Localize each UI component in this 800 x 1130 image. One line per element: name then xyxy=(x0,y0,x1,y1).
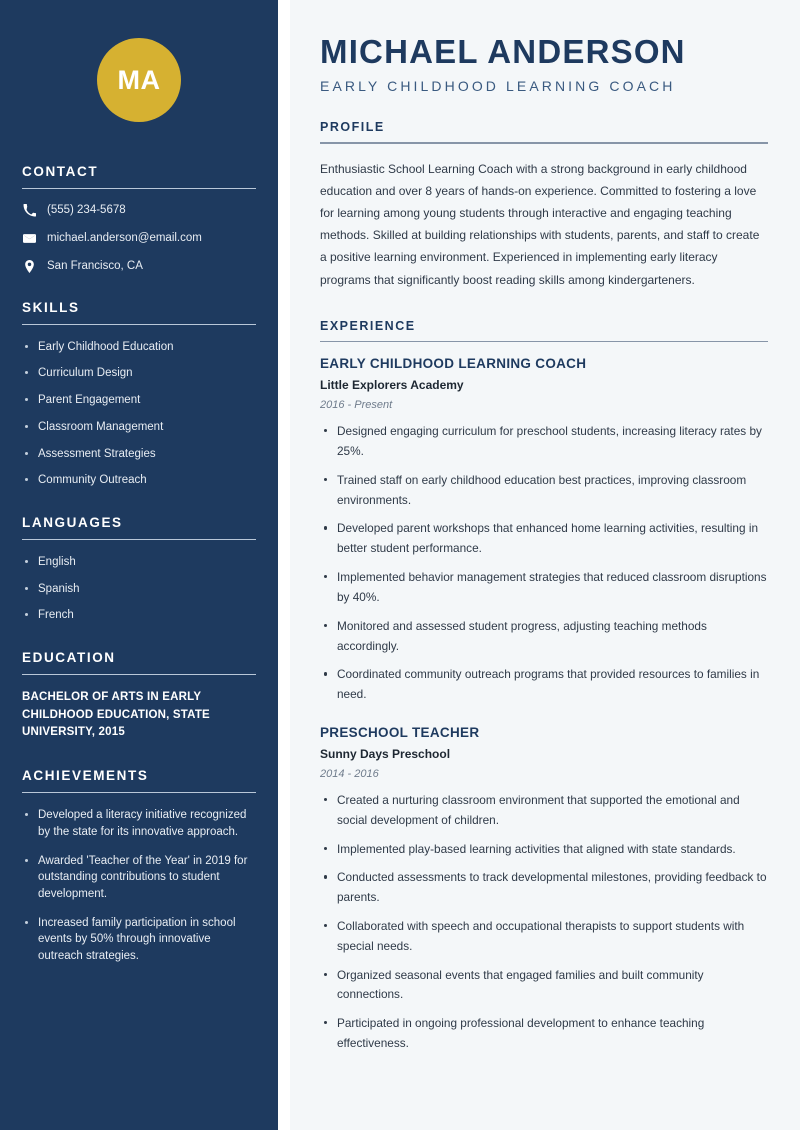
contact-item-phone[interactable] xyxy=(22,203,256,218)
location-pin-icon xyxy=(22,260,36,273)
skills-list xyxy=(22,339,256,489)
profile-divider xyxy=(320,142,768,143)
list-item: Developed parent workshops that enhanced home learning activities, resulting in better student performance. xyxy=(320,519,768,559)
list-item: Organized seasonal events that engaged families and built community connections. xyxy=(320,966,768,1006)
experience-dates: 2014 - 2016 xyxy=(320,767,379,780)
list-item: Community Outreach xyxy=(22,472,256,489)
contact-location-value: San Francisco, CA xyxy=(47,259,143,272)
sidebar xyxy=(0,0,278,1130)
skills-section xyxy=(22,300,256,489)
skills-divider xyxy=(22,324,256,325)
phone-icon xyxy=(22,204,36,217)
languages-section xyxy=(22,515,256,624)
experience-entry xyxy=(320,356,768,705)
contact-heading: CONTACT xyxy=(22,164,99,179)
experience-company: Little Explorers Academy xyxy=(320,378,464,393)
avatar-container xyxy=(22,0,256,164)
list-item: Monitored and assessed student progress, adjusting teaching methods accordingly. xyxy=(320,617,768,657)
list-item: Conducted assessments to track developmental milestones, providing feedback to parents. xyxy=(320,868,768,908)
list-item: Classroom Management xyxy=(22,419,256,436)
profile-heading: PROFILE xyxy=(320,120,385,135)
page-title: MICHAEL ANDERSON xyxy=(320,33,686,70)
list-item: English xyxy=(22,554,256,571)
list-item: Spanish xyxy=(22,581,256,598)
job-subtitle: EARLY CHILDHOOD LEARNING COACH xyxy=(320,78,676,95)
list-item: Collaborated with speech and occupational therapists to support students with special needs. xyxy=(320,917,768,957)
contact-section xyxy=(22,164,256,274)
list-item: French xyxy=(22,607,256,624)
profile-text: Enthusiastic School Learning Coach with a strong background in early childhood education and over 8 years of hands-on experience. Committed to fostering a love for learning among young students through interactive and engaging teaching methods. Skilled at building relationships with students, parents, and staff to create a positive learning environment. Experienced in implementing early literacy programs that significantly boost reading skills among kindergarteners. xyxy=(320,161,760,287)
achievements-section xyxy=(22,768,256,964)
list-item: Designed engaging curriculum for preschool students, increasing literacy rates by 25%. xyxy=(320,422,768,462)
avatar: MA xyxy=(97,38,181,122)
languages-list xyxy=(22,554,256,624)
column-gap xyxy=(278,0,290,1130)
experience-bullet-list xyxy=(320,791,768,1054)
experience-entry xyxy=(320,725,768,1054)
list-item: Created a nurturing classroom environment that supported the emotional and social development of children. xyxy=(320,791,768,831)
experience-bullet-list xyxy=(320,422,768,705)
education-degree: BACHELOR OF ARTS IN EARLY CHILDHOOD EDUCATION, STATE UNIVERSITY, 2015 xyxy=(22,690,210,739)
experience-heading: EXPERIENCE xyxy=(320,318,416,333)
list-item: Coordinated community outreach programs that provided resources to families in need. xyxy=(320,665,768,705)
list-item: Trained staff on early childhood education best practices, improving classroom environments. xyxy=(320,471,768,511)
envelope-icon xyxy=(22,232,36,245)
languages-heading: LANGUAGES xyxy=(22,514,123,530)
experience-section xyxy=(320,319,768,1054)
profile-section xyxy=(320,120,768,291)
contact-divider xyxy=(22,188,256,189)
experience-company: Sunny Days Preschool xyxy=(320,746,451,761)
education-section xyxy=(22,650,256,742)
contact-phone-value: (555) 234-5678 xyxy=(47,204,126,216)
list-item: Early Childhood Education xyxy=(22,339,256,356)
experience-job-title: PRESCHOOL TEACHER xyxy=(320,724,480,740)
contact-item-email[interactable] xyxy=(22,231,256,246)
education-heading: EDUCATION xyxy=(22,649,116,665)
main-content xyxy=(290,0,800,1130)
skills-heading: SKILLS xyxy=(22,299,80,315)
achievements-list xyxy=(22,807,256,964)
experience-divider xyxy=(320,341,768,342)
list-item: Parent Engagement xyxy=(22,392,256,409)
experience-dates: 2016 - Present xyxy=(320,399,393,412)
languages-divider xyxy=(22,539,256,540)
list-item: Implemented play-based learning activities that aligned with state standards. xyxy=(320,840,768,860)
achievements-heading: ACHIEVEMENTS xyxy=(22,768,149,784)
education-divider xyxy=(22,674,256,675)
list-item: Increased family participation in school events by 50% through innovative outreach strategies. xyxy=(22,915,256,965)
contact-email-value: michael.anderson@email.com xyxy=(47,231,202,244)
list-item: Assessment Strategies xyxy=(22,446,256,463)
achievements-divider xyxy=(22,792,256,793)
list-item: Implemented behavior management strategies that reduced classroom disruptions by 40%. xyxy=(320,568,768,608)
list-item: Curriculum Design xyxy=(22,365,256,382)
experience-job-title: EARLY CHILDHOOD LEARNING COACH xyxy=(320,356,587,372)
list-item: Awarded 'Teacher of the Year' in 2019 for outstanding contributions to student development. xyxy=(22,853,256,903)
list-item: Participated in ongoing professional development to enhance teaching effectiveness. xyxy=(320,1014,768,1054)
list-item: Developed a literacy initiative recognized by the state for its innovative approach. xyxy=(22,807,256,840)
contact-item-location[interactable] xyxy=(22,259,256,274)
